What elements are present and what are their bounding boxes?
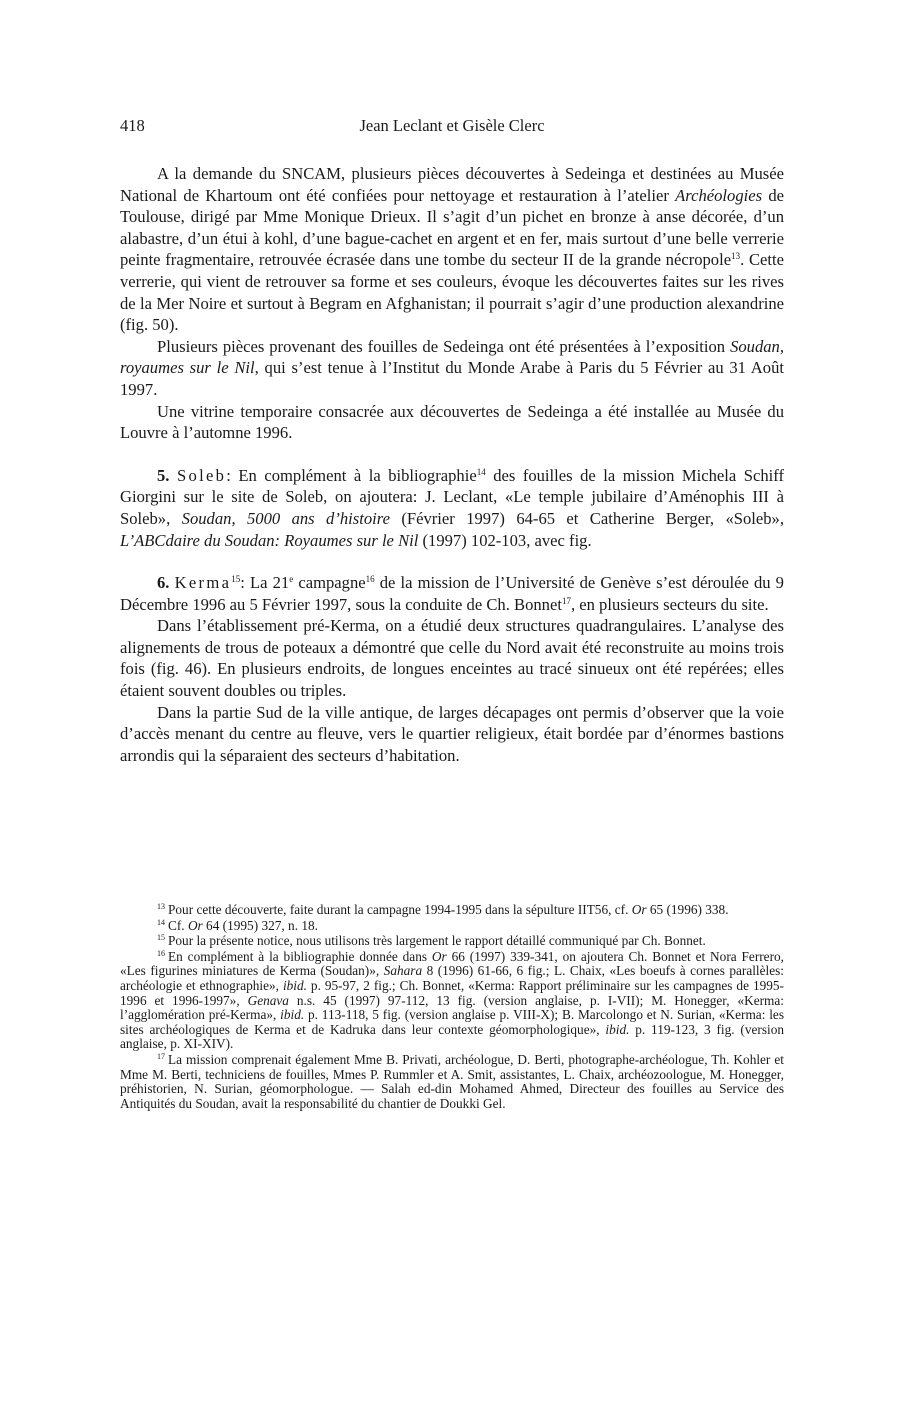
- footnote-ref-15[interactable]: 15: [231, 574, 241, 585]
- footnote-16: $^{16}$ En complément à la bibliographie donnée dans Or 66 (1997) 339-341, on ajoutera Ch. Bonnet et Nora Ferrero, «Les figurines miniatures de Kerma (Soudan)», Sahara 8 (1996) 61-66, 6 fig.; L. Chaix, «Les boeufs à cornes parallèles: archéologie et ethnographie», ibid. p. 95-97, 2 fig.; Ch. Bonnet, «Kerma: Rapport préliminaire sur les campagnes de 1995-1996 et 1996-1997», Genava n.s. 45 (1997) 97-112, 13 fig. (version anglaise, p. I-VII); M. Honegger, «Kerma: l’agglomération pré-Kerma», ibid. p. 113-118, 5 fig. (version anglaise p. VIII-X); B. Marcolongo et N. Surian, «Kerma: les sites archéologiques de Kerma et de Kadruka dans leur contexte géomorphologique», ibid. p. 119-123, 3 fig. (version anglaise, p. XI-XIV).: [120, 948, 784, 1052]
- footnote-13: $^{13}$ Pour cette découverte, faite durant la campagne 1994-1995 dans la sépulture IIT56, cf. Or 65 (1996) 338.: [157, 902, 729, 917]
- page-header: [120, 116, 784, 138]
- main-text: [120, 163, 784, 766]
- section-title: Kerma: [174, 573, 232, 593]
- footnote-ref-16[interactable]: 16: [365, 574, 375, 585]
- footnote-ref-17[interactable]: 17: [561, 595, 571, 606]
- page-number: 418: [120, 116, 145, 135]
- section-number: 5.: [157, 465, 170, 485]
- footnote-ref-14[interactable]: 14: [476, 466, 486, 477]
- footnote-14: $^{14}$ Cf. Or 64 (1995) 327, n. 18.: [157, 917, 318, 933]
- paragraph-kerma-south: Dans la partie Sud de la ville antique, de larges décapages ont permis d’observer que la voie d’accès menant du centre au fleuve, vers le quartier religieux, était bordée par d’énormes bastions arrondis qui la séparaient des secteurs d’habitation.: [120, 702, 784, 765]
- paragraph-sedeinga-restoration: A la demande du SNCAM, plusieurs pièces découvertes à Sedeinga et destinées au Musée National de Khartoum ont été confiées pour nettoyage et restauration à l’atelier Archéologies de Toulouse, dirigé par Mme Monique Drieux. Il s’agit d’un pichet en bronze à anse décorée, d’un alabastre, d’un étui à kohl, d’une bague-cachet en argent et en fer, mais surtout d’une belle verrerie peinte fragmentaire, retrouvée écrasée dans une tombe du secteur II de la grande nécropole$^{13}$. Cette verrerie, qui vient de retrouver sa forme et ses couleurs, évoque les découvertes faites sur les rives de la Mer Noire et surtout à Begram en Afghanistan; il pourrait s’agir d’une production alexandrine (fig. 50).: [120, 164, 784, 335]
- section-number: 6.: [157, 573, 170, 593]
- section-title: Soleb: [176, 465, 227, 485]
- section-5-soleb: 5. Soleb: En complément à la bibliographie$^{14}$ des fouilles de la mission Michela Schiff Giorgini sur le site de Soleb, on ajoutera: J. Leclant, «Le temple jubilaire d’Aménophis III à Soleb», Soudan, 5000 ans d’histoire (Février 1997) 64-65 et Catherine Berger, «Soleb», L’ABCdaire du Soudan: Royaumes sur le Nil (1997) 102-103, avec fig.: [120, 465, 784, 550]
- paragraph-kerma-pre-kerma: Dans l’établissement pré-Kerma, on a étudié deux structures quadrangulaires. L’analyse des alignements de trous de poteaux a démontré que celle du Nord avait été reconstruite au moins trois fois (fig. 46). En plusieurs endroits, de longues enceintes au tracé sinueux ont été repérées; elles étaient souvent doubles ou triples.: [120, 616, 784, 701]
- paragraph-sedeinga-louvre: Une vitrine temporaire consacrée aux découvertes de Sedeinga a été installée au Musée du Louvre à l’automne 1996.: [120, 401, 784, 443]
- section-6-kerma: 6. Kerma$^{15}$: La 21e campagne$^{16}$ de la mission de l’Université de Genève s’est déroulée du 9 Décembre 1996 au 5 Février 1997, sous la conduite de Ch. Bonnet$^{17}$, en plusieurs secteurs du site.: [120, 573, 784, 614]
- footnote-15: $^{15}$ Pour la présente notice, nous utilisons très largement le rapport détaillé communiqué par Ch. Bonnet.: [157, 933, 706, 949]
- footnote-ref-13[interactable]: 13: [731, 251, 741, 262]
- running-head: Jean Leclant et Gisèle Clerc: [359, 116, 545, 135]
- paragraph-sedeinga-exhibition: Plusieurs pièces provenant des fouilles de Sedeinga ont été présentées à l’exposition Soudan, royaumes sur le Nil, qui s’est tenue à l’Institut du Monde Arabe à Paris du 5 Février au 31 Août 1997.: [120, 336, 784, 399]
- footnote-17: $^{17}$ La mission comprenait également Mme B. Privati, archéologue, D. Berti, photographe-archéologue, Th. Kohler et Mme M. Berti, techniciens de fouilles, Mmes P. Rummler et A. Smit, assistantes, L. Chaix, archéozoologue, M. Honegger, préhistorien, N. Surian, géomorphologue. — Salah ed-din Mohamed Ahmed, Directeur des fouilles au Service des Antiquités du Soudan, avait la responsabilité du chantier de Doukki Gel.: [120, 1051, 784, 1111]
- footnotes: [120, 903, 784, 1112]
